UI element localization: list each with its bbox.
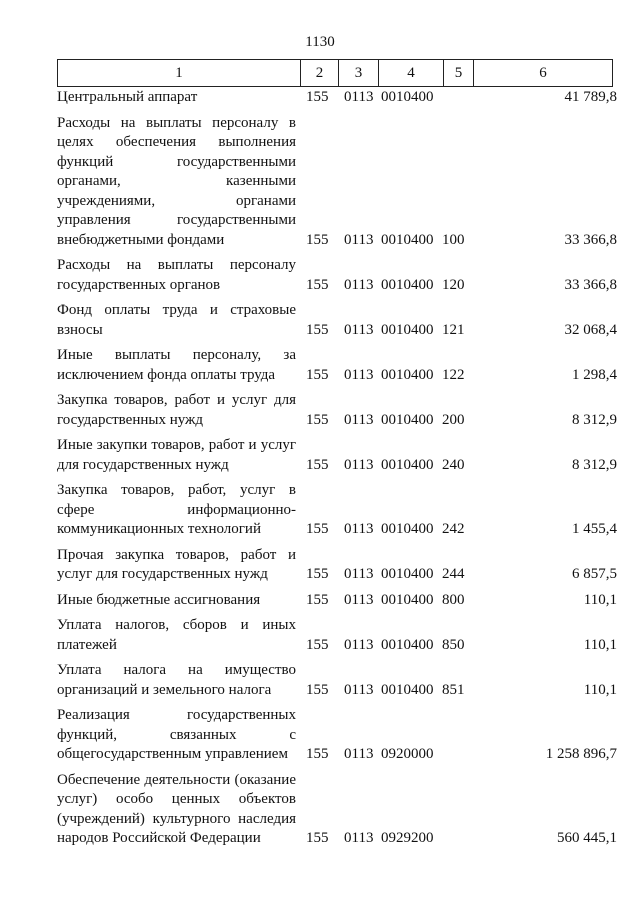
header-col-4: 4 bbox=[379, 60, 444, 86]
row-col-3: 0113 bbox=[344, 566, 374, 582]
table-row bbox=[57, 591, 617, 611]
row-col-3: 0113 bbox=[344, 636, 374, 653]
row-name: Реализация государственных функций, связанных с общегосударственным управлением bbox=[57, 707, 296, 762]
row-col-3: 0113 bbox=[344, 231, 374, 248]
row-name: Расходы на выплаты персоналу государственных органов bbox=[57, 257, 296, 293]
row-col-4: 0010400 bbox=[381, 231, 434, 248]
table-row bbox=[57, 546, 617, 585]
row-col-5: 800 bbox=[442, 591, 465, 608]
row-col-3: 0113 bbox=[344, 830, 374, 846]
table-row bbox=[57, 88, 617, 108]
table-row bbox=[57, 616, 617, 655]
row-col-6: 560 445,1 bbox=[557, 830, 617, 846]
row-col-6: 1 298,4 bbox=[572, 366, 617, 383]
table-row bbox=[57, 771, 617, 849]
row-name: Иные закупки товаров, работ и услуг для государственных нужд bbox=[57, 437, 296, 473]
row-col-2: 155 bbox=[306, 89, 329, 105]
row-col-3: 0113 bbox=[344, 681, 374, 698]
row-col-4: 0010400 bbox=[381, 456, 434, 473]
table-row bbox=[57, 436, 617, 475]
row-col-4: 0010400 bbox=[381, 591, 434, 608]
row-col-6: 6 857,5 bbox=[572, 566, 617, 582]
table-row bbox=[57, 256, 617, 295]
row-col-6: 8 312,9 bbox=[572, 456, 617, 473]
row-col-2: 155 bbox=[306, 830, 329, 846]
row-col-2: 155 bbox=[306, 681, 329, 698]
row-col-2: 155 bbox=[306, 746, 329, 762]
row-col-5: 121 bbox=[442, 321, 465, 338]
row-name: Иные выплаты персоналу, за исключением фонда оплаты труда bbox=[57, 347, 296, 383]
row-col-6: 33 366,8 bbox=[564, 231, 617, 248]
row-name: Центральный аппарат bbox=[57, 89, 198, 105]
row-col-2: 155 bbox=[306, 636, 329, 653]
header-col-5: 5 bbox=[444, 60, 474, 86]
row-col-3: 0113 bbox=[344, 456, 374, 473]
row-col-6: 110,1 bbox=[583, 636, 617, 653]
row-name: Уплата налога на имущество организаций и земельного налога bbox=[57, 662, 296, 698]
table-row bbox=[57, 301, 617, 340]
row-col-3: 0113 bbox=[344, 591, 374, 608]
row-col-6: 110,1 bbox=[583, 591, 617, 608]
table-row bbox=[57, 661, 617, 700]
row-name: Иные бюджетные ассигнования bbox=[57, 591, 261, 608]
row-col-6: 1 258 896,7 bbox=[545, 746, 617, 762]
row-col-3: 0113 bbox=[344, 411, 374, 428]
row-col-4: 0010400 bbox=[381, 411, 434, 428]
header-col-3: 3 bbox=[339, 60, 379, 86]
row-col-2: 155 bbox=[306, 521, 329, 537]
row-col-2: 155 bbox=[306, 276, 329, 293]
row-col-5: 120 bbox=[442, 276, 465, 293]
row-col-4: 0010400 bbox=[381, 681, 434, 698]
row-col-5: 122 bbox=[442, 366, 465, 383]
row-col-3: 0113 bbox=[344, 366, 374, 383]
row-col-4: 0920000 bbox=[381, 746, 434, 762]
row-name: Закупка товаров, работ, услуг в сфере информационно-коммуникационных технологий bbox=[57, 482, 296, 537]
row-col-6: 32 068,4 bbox=[564, 321, 617, 338]
row-col-3: 0113 bbox=[344, 746, 374, 762]
row-col-4: 0010400 bbox=[381, 521, 434, 537]
header-col-2: 2 bbox=[301, 60, 339, 86]
row-name: Расходы на выплаты персоналу в целях обеспечения выполнения функций государственными органами, казенными учреждениями, органами управления государственными внебюджетными фондами bbox=[57, 114, 296, 248]
row-col-6: 41 789,8 bbox=[564, 89, 617, 105]
row-col-2: 155 bbox=[306, 591, 329, 608]
row-col-5: 100 bbox=[442, 231, 465, 248]
row-col-4: 0010400 bbox=[381, 366, 434, 383]
row-col-5: 244 bbox=[442, 566, 465, 582]
table-row bbox=[57, 706, 617, 765]
row-col-3: 0113 bbox=[344, 521, 374, 537]
row-col-4: 0010400 bbox=[381, 566, 434, 582]
row-name: Прочая закупка товаров, работ и услуг для государственных нужд bbox=[57, 546, 296, 582]
row-col-5: 850 bbox=[442, 636, 465, 653]
row-name: Фонд оплаты труда и страховые взносы bbox=[57, 302, 296, 338]
row-col-2: 155 bbox=[306, 231, 329, 248]
row-col-6: 1 455,4 bbox=[572, 521, 617, 537]
row-col-4: 0010400 bbox=[381, 89, 434, 105]
row-col-2: 155 bbox=[306, 566, 329, 582]
row-col-5: 200 bbox=[442, 411, 465, 428]
row-col-6: 110,1 bbox=[583, 681, 617, 698]
row-col-2: 155 bbox=[306, 321, 329, 338]
table-body bbox=[57, 88, 617, 849]
header-col-6: 6 bbox=[539, 64, 547, 81]
row-name: Закупка товаров, работ и услуг для государственных нужд bbox=[57, 392, 296, 428]
row-col-3: 0113 bbox=[344, 321, 374, 338]
row-col-4: 0010400 bbox=[381, 321, 434, 338]
table-row bbox=[57, 114, 617, 251]
row-col-6: 8 312,9 bbox=[572, 411, 617, 428]
row-name: Уплата налогов, сборов и иных платежей bbox=[57, 617, 296, 653]
table-row bbox=[57, 346, 617, 385]
table-row bbox=[57, 391, 617, 430]
header-col-1: 1 bbox=[58, 60, 301, 86]
row-col-4: 0929200 bbox=[381, 830, 434, 846]
row-col-4: 0010400 bbox=[381, 276, 434, 293]
row-name: Обеспечение деятельности (оказание услуг) особо ценных объектов (учреждений) культурного наследия народов Российской Федерации bbox=[57, 771, 296, 846]
row-col-6: 33 366,8 bbox=[564, 276, 617, 293]
row-col-5: 240 bbox=[442, 456, 465, 473]
row-col-3: 0113 bbox=[344, 276, 374, 293]
table-header bbox=[57, 59, 613, 87]
row-col-2: 155 bbox=[306, 456, 329, 473]
row-col-5: 851 bbox=[442, 681, 465, 698]
row-col-3: 0113 bbox=[344, 89, 374, 105]
row-col-5: 242 bbox=[442, 521, 465, 537]
row-col-4: 0010400 bbox=[381, 636, 434, 653]
page-number: 1130 bbox=[305, 34, 335, 50]
table-row bbox=[57, 481, 617, 540]
row-col-2: 155 bbox=[306, 411, 329, 428]
row-col-2: 155 bbox=[306, 366, 329, 383]
